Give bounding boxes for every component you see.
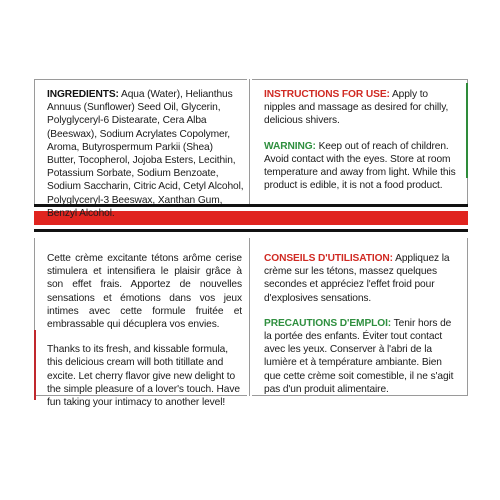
stripe-black-bottom — [34, 229, 468, 232]
top-divider — [249, 79, 250, 204]
precautions-text: Tenir hors de la portée des enfants. Éviter tout contact avec les yeux. Conserver à l'abri de la lumière et à température ambiante. Bien que cette crème soit comestible, il ne s'agit pas d'un produit alimentaire. — [264, 317, 454, 395]
conseils-text: Appliquez la crème sur les tétons, massez quelques secondes et appréciez l'effet froid pour d'explosives sensations. — [264, 253, 450, 304]
conseils-block — [264, 252, 456, 396]
green-edge-mark — [466, 83, 468, 178]
ingredients-heading: INGREDIENTS: — [47, 89, 119, 100]
instructions-block — [264, 88, 456, 192]
red-edge-mark — [34, 330, 36, 400]
ingredients-text: Aqua (Water), Helianthus Annuus (Sunflower) Seed Oil, Glycerin, Polyglyceryl-6 Distearate, Cera Alba (Beeswax), Sodium Acrylates Copolymer, Aroma, Butyrospermum Parkii (Shea) Butter, Tocopherol, Jojoba Esters, Lecithin, Potassium Sorbate, Sodium Benzoate, Sodium Saccharin, Citric Acid, Cetyl Alcohol, Polyglyceryl-3 Beeswax, Xanthan Gum, Benzyl Alcohol. — [47, 89, 244, 219]
description-fr: Cette crème excitante tétons arôme cerise stimulera et intensifiera le plaisir grâce à son effet frais. Apportez de nouvelles sensations et émotions dans vos jeux intimes avec cette formule fruitée et embrassable qui décuplera vos envies. — [47, 253, 242, 331]
instructions-heading: INSTRUCTIONS FOR USE: — [264, 89, 390, 100]
warning-text: Keep out of reach of children. Avoid contact with the eyes. Store at room temperature and away from light. While this product is edible, it is not a food product. — [264, 140, 456, 192]
instructions-text: Apply to nipples and massage as desired for chilly, delicious shivers. — [264, 89, 449, 127]
description-block — [47, 252, 242, 409]
description-en: Thanks to its fresh, and kissable formula, this delicious cream will both titillate and excite. Let cherry flavor give new delight to the simple pleasure of a lover's touch. Have fun taking your intimacy to another level! — [47, 344, 240, 409]
precautions-heading: PRECAUTIONS D'EMPLOI: — [264, 317, 392, 329]
conseils-heading: CONSEILS D'UTILISATION: — [264, 253, 393, 264]
warning-heading: WARNING: — [264, 140, 316, 152]
bottom-divider — [249, 238, 250, 396]
ingredients-block — [47, 88, 244, 220]
